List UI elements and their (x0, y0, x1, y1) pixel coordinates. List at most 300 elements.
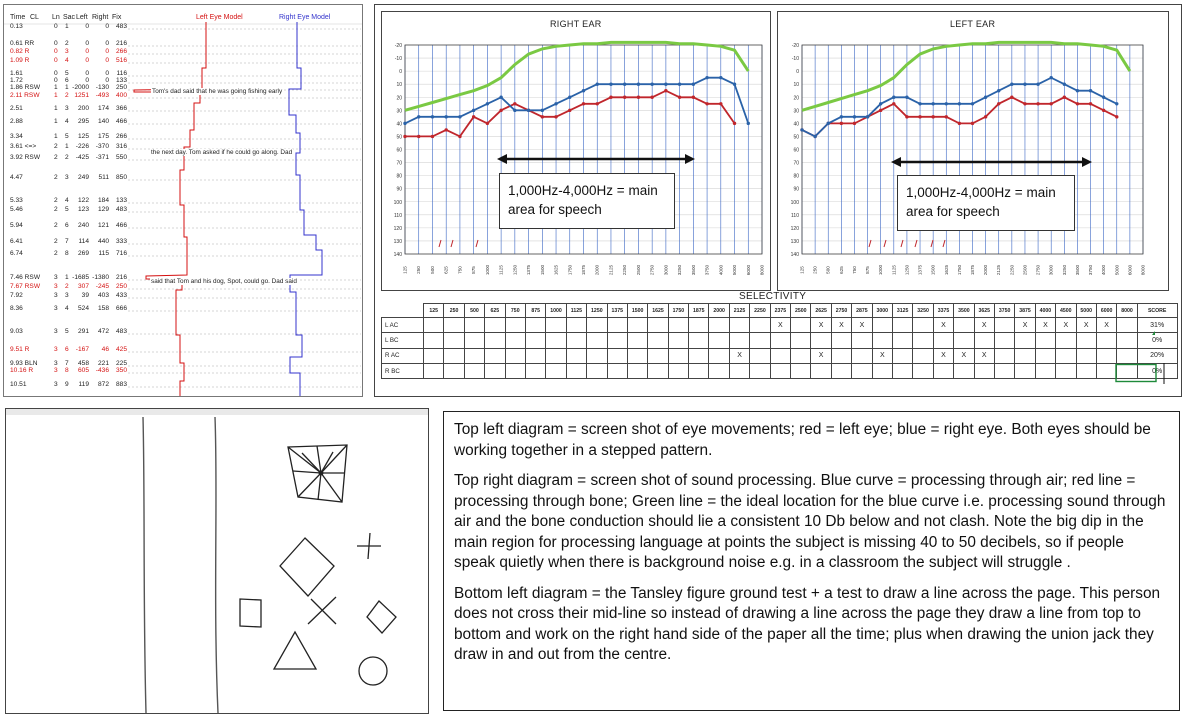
eye-header-cell: Time (10, 14, 26, 21)
selectivity-score-cell[interactable]: 0% (1137, 333, 1177, 348)
y-tick-label: 100 (393, 199, 402, 206)
x-tick-label: 250 (812, 266, 818, 274)
bone-conduction-series-point (431, 135, 434, 138)
selectivity-cell[interactable]: X (974, 348, 994, 363)
selectivity-cell[interactable] (1117, 333, 1137, 348)
selectivity-cell[interactable]: X (1015, 318, 1035, 333)
selectivity-freq-header: 1875 (689, 304, 709, 318)
selectivity-cell[interactable] (852, 363, 872, 378)
audiogram-panel (374, 4, 1182, 397)
selectivity-cell[interactable] (729, 363, 749, 378)
selectivity-score-cell[interactable]: 0% (1137, 363, 1177, 378)
selectivity-freq-header: 2625 (811, 304, 831, 318)
selectivity-cell[interactable] (892, 333, 912, 348)
x-tick-label: 1875 (970, 264, 975, 276)
selectivity-cell[interactable] (1117, 318, 1137, 333)
selectivity-cell[interactable] (689, 363, 709, 378)
y-tick-label: 140 (790, 252, 799, 258)
x-tick-label: 8000 (1140, 264, 1146, 276)
selectivity-cell[interactable] (464, 363, 484, 378)
selectivity-cell[interactable] (1096, 363, 1116, 378)
y-tick-label: 40 (396, 121, 402, 128)
selectivity-freq-header: 1125 (566, 304, 586, 318)
selectivity-freq-header: 1375 (607, 304, 627, 318)
x-tick-label: 1500 (539, 264, 545, 276)
bone-conduction-series-point (971, 122, 974, 125)
bone-conduction-series-point (582, 102, 585, 105)
x-tick-label: 1375 (917, 264, 923, 276)
y-tick-label: -20 (394, 43, 402, 49)
selectivity-cell[interactable] (424, 348, 444, 363)
selectivity-cell[interactable] (770, 348, 790, 363)
eye-header-cell: Left (76, 14, 88, 21)
air-conduction-series-point (527, 109, 530, 112)
selectivity-cell[interactable] (566, 348, 586, 363)
eye-header-cell: CL (30, 14, 39, 21)
selectivity-title: SELECTIVITY (739, 291, 807, 302)
selectivity-cell[interactable] (668, 318, 688, 333)
air-conduction-series-point (958, 102, 961, 105)
selectivity-cell[interactable] (668, 348, 688, 363)
selectivity-freq-header: 1250 (587, 304, 607, 318)
selectivity-freq-header: 3000 (872, 304, 892, 318)
selectivity-cell[interactable] (1015, 348, 1035, 363)
selectivity-cell[interactable] (424, 318, 444, 333)
selectivity-cell[interactable] (994, 333, 1014, 348)
x-tick-label: 3750 (1088, 264, 1094, 276)
bone-conduction-series-point (623, 96, 626, 99)
air-conduction-series-point (747, 122, 750, 125)
selectivity-cell[interactable] (1015, 333, 1035, 348)
eye-movement-panel: Time CL Ln Sac Left Right Fix Left Eye Model Right Eye Model 0.13 0 1 0 0 483 0.61 RR 0 2 0 0 216 0.82 R 0 3 0 0 266 1.09 R 0 4 0 0 516 1.61 0 5 0 0 116 1.72 0 6 0 0 133 1.86 RSW 1 1 -2000 -130 250 2.11 RSW 1 2 1251 -493 400 2.51 1 3 200 174 366 2.88 1 4 295 140 466 3.34 1 5 125 175 266 3.61 <=> 2 1 -226 -370 316 3.92 RSW 2 2 -425 -371 550 4.47 2 3 249 511 850 5.33 2 4 122 184 133 5.46 2 5 123 129 483 5.94 2 6 240 121 466 6.41 2 7 114 440 333 6.74 2 8 269 115 716 7.46 RSW 3 1 -1685 -1380 216 7.67 RSW 3 2 307 -245 250 7.92 3 3 39 403 433 8.36 3 4 524 158 666 9.03 3 5 291 472 483 9.51 R 3 6 -167 46 425 9.93 BLN 3 7 458 221 225 10.16 R 3 8 605 -436 350 10.51 3 9 119 872 883 Tom's dad said that he was going fishing early the next day. Tom asked if he could go along. Dad said that Tom and his dog, Spot, could go. Dad said (3, 4, 363, 397)
bone-conduction-series-point (705, 102, 708, 105)
selectivity-cell[interactable]: X (1076, 318, 1096, 333)
selectivity-cell[interactable] (1117, 348, 1137, 363)
eye-header-cell: Sac (63, 14, 76, 21)
selectivity-cell[interactable] (729, 333, 749, 348)
selectivity-cell[interactable] (791, 318, 811, 333)
right-eye-trace (289, 22, 322, 397)
selectivity-cell[interactable] (892, 363, 912, 378)
bone-conduction-series-point (840, 122, 843, 125)
selectivity-cell[interactable]: X (811, 318, 831, 333)
x-tick-label: 4000 (1101, 264, 1107, 276)
air-conduction-series-point (1010, 82, 1013, 85)
selectivity-cell[interactable] (607, 348, 627, 363)
air-conduction-series-point (637, 82, 640, 85)
bone-conduction-series-point (486, 122, 489, 125)
bone-conduction-series-point (879, 109, 882, 112)
selectivity-cell[interactable] (709, 318, 729, 333)
selectivity-cell[interactable] (1117, 363, 1137, 378)
selectivity-cell[interactable] (1035, 348, 1055, 363)
air-conduction-series-point (853, 115, 856, 118)
x-tick-label: 2750 (649, 264, 655, 276)
selectivity-cell[interactable] (954, 333, 974, 348)
selectivity-cell[interactable] (648, 363, 668, 378)
selectivity-cell[interactable] (627, 363, 647, 378)
selectivity-cell[interactable] (444, 348, 464, 363)
bone-conduction-series-point (1115, 115, 1118, 118)
air-conduction-series-point (1076, 89, 1079, 92)
selectivity-cell[interactable] (566, 318, 586, 333)
caption-tansley-test: Bottom left diagram = the Tansley figure ground test + a test to draw a line across the page. This person does not cross their mid-line so instead of drawing a line across the page they draw a line from top to bottom and work on the right hand side of the paper all the time; plus when drawing the union jack they draw in and out from the centre. (454, 584, 1161, 663)
selectivity-cell[interactable] (954, 318, 974, 333)
selectivity-cell[interactable] (1015, 363, 1035, 378)
selectivity-cell[interactable] (852, 333, 872, 348)
selectivity-cell[interactable] (648, 318, 668, 333)
left-ear-title: LEFT EAR (950, 19, 996, 29)
bone-conduction-series-point (541, 115, 544, 118)
selectivity-cell[interactable] (811, 363, 831, 378)
selectivity-cell[interactable] (872, 318, 892, 333)
selectivity-freq-header: 4500 (1056, 304, 1076, 318)
air-conduction-series-point (499, 96, 502, 99)
selectivity-cell[interactable] (750, 348, 770, 363)
x-tick-label: 1125 (498, 265, 504, 275)
selectivity-cell[interactable] (546, 363, 566, 378)
y-tick-label: 70 (396, 160, 402, 167)
selectivity-cell[interactable]: X (974, 318, 994, 333)
selectivity-cell[interactable] (505, 333, 525, 348)
selectivity-row (382, 318, 1178, 333)
selectivity-cell[interactable] (587, 318, 607, 333)
selectivity-cell[interactable] (668, 333, 688, 348)
selectivity-freq-header: 2750 (831, 304, 851, 318)
air-conduction-series-point (458, 115, 461, 118)
selectivity-cell[interactable]: X (831, 318, 851, 333)
selectivity-cell[interactable] (546, 333, 566, 348)
x-tick-label: 250 (416, 266, 422, 274)
selectivity-cell[interactable] (627, 318, 647, 333)
selectivity-cell[interactable] (689, 318, 709, 333)
selectivity-freq-header: 3750 (994, 304, 1014, 318)
selectivity-cell[interactable] (525, 333, 545, 348)
y-tick-label: 50 (396, 134, 402, 141)
x-tick-label: 2500 (635, 264, 641, 276)
air-conduction-series-point (733, 82, 736, 85)
selectivity-cell[interactable] (709, 363, 729, 378)
selectivity-cell[interactable] (444, 363, 464, 378)
selectivity-freq-header: 1000 (546, 304, 566, 318)
selectivity-cell[interactable]: X (729, 348, 749, 363)
selectivity-cell[interactable] (424, 333, 444, 348)
y-tick-label: 80 (793, 173, 799, 180)
selectivity-cell[interactable] (770, 333, 790, 348)
x-tick-label: 500 (429, 266, 435, 274)
x-tick-label: 6000 (745, 264, 751, 276)
eye-header-cell: Fix (112, 14, 122, 21)
bone-conduction-series-point (568, 109, 571, 112)
reading-text-line-3: said that Tom and his dog, Spot, could go. Dad said (151, 278, 297, 285)
bone-conduction-series-point (403, 135, 406, 138)
selectivity-score-cell[interactable]: 31% (1137, 318, 1177, 333)
air-conduction-series-point (692, 82, 695, 85)
selectivity-freq-header: 4000 (1035, 304, 1055, 318)
y-tick-label: 60 (396, 147, 402, 154)
row-dividers (128, 29, 361, 387)
selectivity-cell[interactable]: X (1096, 318, 1116, 333)
selectivity-cell[interactable] (627, 348, 647, 363)
selectivity-cell[interactable] (872, 333, 892, 348)
air-conduction-series-point (984, 96, 987, 99)
y-tick-label: 110 (791, 212, 799, 219)
selectivity-cell[interactable] (485, 348, 505, 363)
selectivity-cell[interactable] (566, 363, 586, 378)
selectivity-freq-header: 3125 (892, 304, 912, 318)
selectivity-cell[interactable] (872, 363, 892, 378)
selectivity-row (382, 333, 1178, 348)
air-conduction-series-point (1036, 82, 1039, 85)
bone-conduction-series-point (650, 96, 653, 99)
selectivity-cell[interactable] (525, 363, 545, 378)
air-conduction-series-point (650, 82, 653, 85)
selectivity-cell[interactable]: X (1056, 318, 1076, 333)
selectivity-cell[interactable] (709, 333, 729, 348)
x-tick-label: 3500 (1074, 264, 1080, 276)
bone-conduction-series-point (609, 96, 612, 99)
ideal-curve (802, 42, 1130, 110)
selectivity-freq-header: 875 (525, 304, 545, 318)
selectivity-cell[interactable] (627, 333, 647, 348)
y-tick-label: -20 (791, 43, 799, 49)
caption-panel (443, 411, 1180, 711)
selectivity-cell[interactable]: X (933, 348, 953, 363)
selectivity-cell[interactable] (892, 318, 912, 333)
bone-conduction-series-point (513, 102, 516, 105)
air-conduction-series-point (596, 82, 599, 85)
selectivity-cell[interactable] (770, 363, 790, 378)
selectivity-cell[interactable] (994, 348, 1014, 363)
x-tick-label: 2250 (622, 264, 628, 276)
selectivity-cell[interactable] (546, 318, 566, 333)
selectivity-cell[interactable] (444, 333, 464, 348)
air-conduction-series-point (554, 102, 557, 105)
air-conduction-series-point (840, 115, 843, 118)
selectivity-freq-header: 3875 (1015, 304, 1035, 318)
selectivity-cell[interactable] (505, 348, 525, 363)
x-tick-label: 1875 (581, 264, 586, 276)
selectivity-cell[interactable] (831, 348, 851, 363)
bone-conduction-series-point (678, 96, 681, 99)
selectivity-score-cell[interactable]: 20% (1137, 348, 1177, 363)
selectivity-cell[interactable] (668, 363, 688, 378)
selectivity-cell[interactable] (607, 363, 627, 378)
selectivity-cell[interactable] (444, 318, 464, 333)
x-tick-label: 1750 (956, 264, 962, 276)
selectivity-cell[interactable] (709, 348, 729, 363)
air-conduction-series-point (971, 102, 974, 105)
selectivity-cell[interactable] (525, 348, 545, 363)
selectivity-cell[interactable] (954, 363, 974, 378)
air-conduction-series-point (931, 102, 934, 105)
y-tick-label: 20 (793, 95, 799, 102)
selectivity-cell[interactable]: X (872, 348, 892, 363)
selectivity-cell[interactable] (974, 333, 994, 348)
selectivity-cell[interactable] (831, 333, 851, 348)
selectivity-cell[interactable] (607, 333, 627, 348)
right-ear-title: RIGHT EAR (550, 19, 602, 29)
selectivity-cell[interactable]: X (1035, 318, 1055, 333)
selectivity-cell[interactable] (546, 348, 566, 363)
bone-conduction-series-point (1036, 102, 1039, 105)
bone-conduction-series-point (918, 115, 921, 118)
x-tick-label: 3250 (677, 264, 683, 276)
selectivity-row-label: R AC (382, 348, 424, 363)
x-tick-label: 625 (443, 266, 449, 274)
y-tick-label: 50 (793, 134, 799, 141)
selectivity-freq-header: 6000 (1096, 304, 1116, 318)
left-eye-model-label: Left Eye Model (196, 14, 243, 21)
selectivity-freq-header: 5000 (1076, 304, 1096, 318)
selectivity-cell[interactable] (1056, 348, 1076, 363)
left-eye-trace (134, 22, 206, 397)
selectivity-cell[interactable] (892, 348, 912, 363)
selectivity-cell[interactable]: X (811, 348, 831, 363)
y-tick-label: 10 (793, 82, 799, 89)
selectivity-cell[interactable] (852, 348, 872, 363)
selectivity-cell[interactable] (566, 333, 586, 348)
selectivity-cell[interactable] (831, 363, 851, 378)
tansley-drawing-panel (5, 408, 429, 714)
selectivity-cell[interactable] (1035, 363, 1055, 378)
bone-conduction-series-point (499, 109, 502, 112)
selectivity-cell[interactable] (607, 318, 627, 333)
selectivity-cell[interactable] (750, 318, 770, 333)
y-tick-label: -10 (394, 56, 402, 63)
selectivity-cell[interactable] (994, 318, 1014, 333)
y-tick-label: 0 (399, 69, 402, 76)
selectivity-cell[interactable] (1076, 348, 1096, 363)
bone-conduction-series-point (458, 135, 461, 138)
selectivity-cell[interactable] (485, 363, 505, 378)
selectivity-cell[interactable] (648, 333, 668, 348)
x-tick-label: 6000 (1127, 264, 1133, 276)
selectivity-cell[interactable] (689, 333, 709, 348)
selectivity-cell[interactable] (505, 363, 525, 378)
x-tick-label: 875 (471, 266, 477, 274)
bone-conduction-series-point (417, 135, 420, 138)
selectivity-cell[interactable] (1076, 363, 1096, 378)
selectivity-cell[interactable]: X (954, 348, 974, 363)
y-tick-label: 20 (396, 95, 402, 102)
selectivity-cell[interactable] (424, 363, 444, 378)
selectivity-cell[interactable] (464, 333, 484, 348)
selectivity-cell[interactable] (933, 333, 953, 348)
selectivity-cell[interactable] (811, 333, 831, 348)
selectivity-cell[interactable] (974, 363, 994, 378)
selectivity-cell[interactable] (1056, 363, 1076, 378)
selectivity-cell[interactable] (913, 318, 933, 333)
bone-conduction-series-point (853, 122, 856, 125)
selectivity-cell[interactable] (933, 363, 953, 378)
selectivity-cell[interactable] (994, 363, 1014, 378)
x-tick-label: 500 (825, 266, 831, 274)
x-tick-label: 1625 (553, 264, 559, 276)
selectivity-row (382, 363, 1178, 378)
selectivity-cell[interactable]: X (770, 318, 790, 333)
selectivity-freq-header: 2000 (709, 304, 729, 318)
bone-conduction-series-point (905, 115, 908, 118)
selectivity-cell[interactable] (750, 333, 770, 348)
x-tick-label: 2125 (608, 264, 614, 276)
selectivity-cell[interactable] (913, 348, 933, 363)
air-conduction-series-point (1089, 89, 1092, 92)
selectivity-cell[interactable] (791, 333, 811, 348)
x-tick-label: 2000 (983, 264, 989, 276)
selectivity-cell[interactable] (587, 363, 607, 378)
selectivity-cell[interactable] (648, 348, 668, 363)
selectivity-cell[interactable] (525, 318, 545, 333)
selectivity-cell[interactable] (464, 318, 484, 333)
selectivity-cell[interactable] (913, 363, 933, 378)
selectivity-cell[interactable] (587, 333, 607, 348)
selectivity-cell[interactable] (1076, 333, 1096, 348)
selectivity-score-header: SCORE (1137, 304, 1177, 318)
bone-conduction-series-point (892, 102, 895, 105)
selectivity-cell[interactable] (485, 318, 505, 333)
x-tick-label: 1000 (484, 264, 490, 276)
selectivity-cell[interactable] (1056, 333, 1076, 348)
air-conduction-series (405, 78, 748, 124)
selectivity-cell[interactable] (485, 333, 505, 348)
selectivity-cell[interactable] (689, 348, 709, 363)
tansley-drawing (6, 409, 429, 714)
x-tick-label: 1500 (930, 264, 936, 276)
x-tick-label: 750 (457, 266, 463, 274)
air-conduction-series-point (541, 109, 544, 112)
selectivity-cell[interactable] (1035, 333, 1055, 348)
air-conduction-series-point (623, 82, 626, 85)
air-conduction-series-point (431, 115, 434, 118)
selectivity-cell[interactable] (1096, 333, 1116, 348)
selectivity-cell[interactable] (750, 363, 770, 378)
selectivity-freq-header: 3625 (974, 304, 994, 318)
selectivity-freq-header: 125 (424, 304, 444, 318)
bone-conduction-series-point (1010, 96, 1013, 99)
x-tick-label: 2750 (1035, 264, 1041, 276)
bone-conduction-series-point (444, 128, 447, 131)
x-tick-label: 1125 (891, 265, 897, 275)
selectivity-row-label: R BC (382, 363, 424, 378)
bone-conduction-series-point (637, 96, 640, 99)
selectivity-cell[interactable] (587, 348, 607, 363)
bone-conduction-series-point (931, 115, 934, 118)
x-tick-label: 2250 (1009, 264, 1015, 276)
selectivity-cell[interactable] (791, 348, 811, 363)
x-tick-label: 2125 (996, 264, 1002, 276)
bone-conduction-series-point (997, 102, 1000, 105)
bone-conduction-series-point (1049, 102, 1052, 105)
x-tick-label: 5000 (1114, 264, 1120, 276)
air-conduction-series-point (918, 102, 921, 105)
selectivity-cell[interactable] (913, 333, 933, 348)
selectivity-freq-header: 750 (505, 304, 525, 318)
selectivity-cell[interactable]: X (933, 318, 953, 333)
bone-conduction-series-point (719, 102, 722, 105)
selectivity-cell[interactable] (464, 348, 484, 363)
selectivity-cell[interactable] (729, 318, 749, 333)
selectivity-row-label: L BC (382, 333, 424, 348)
selectivity-cell[interactable] (1096, 348, 1116, 363)
y-tick-label: 30 (396, 108, 402, 115)
x-tick-label: 3250 (1061, 264, 1067, 276)
selectivity-cell[interactable]: X (852, 318, 872, 333)
y-tick-label: 90 (793, 186, 799, 193)
selectivity-cell[interactable] (505, 318, 525, 333)
selectivity-cell[interactable] (791, 363, 811, 378)
air-conduction-series-point (678, 82, 681, 85)
